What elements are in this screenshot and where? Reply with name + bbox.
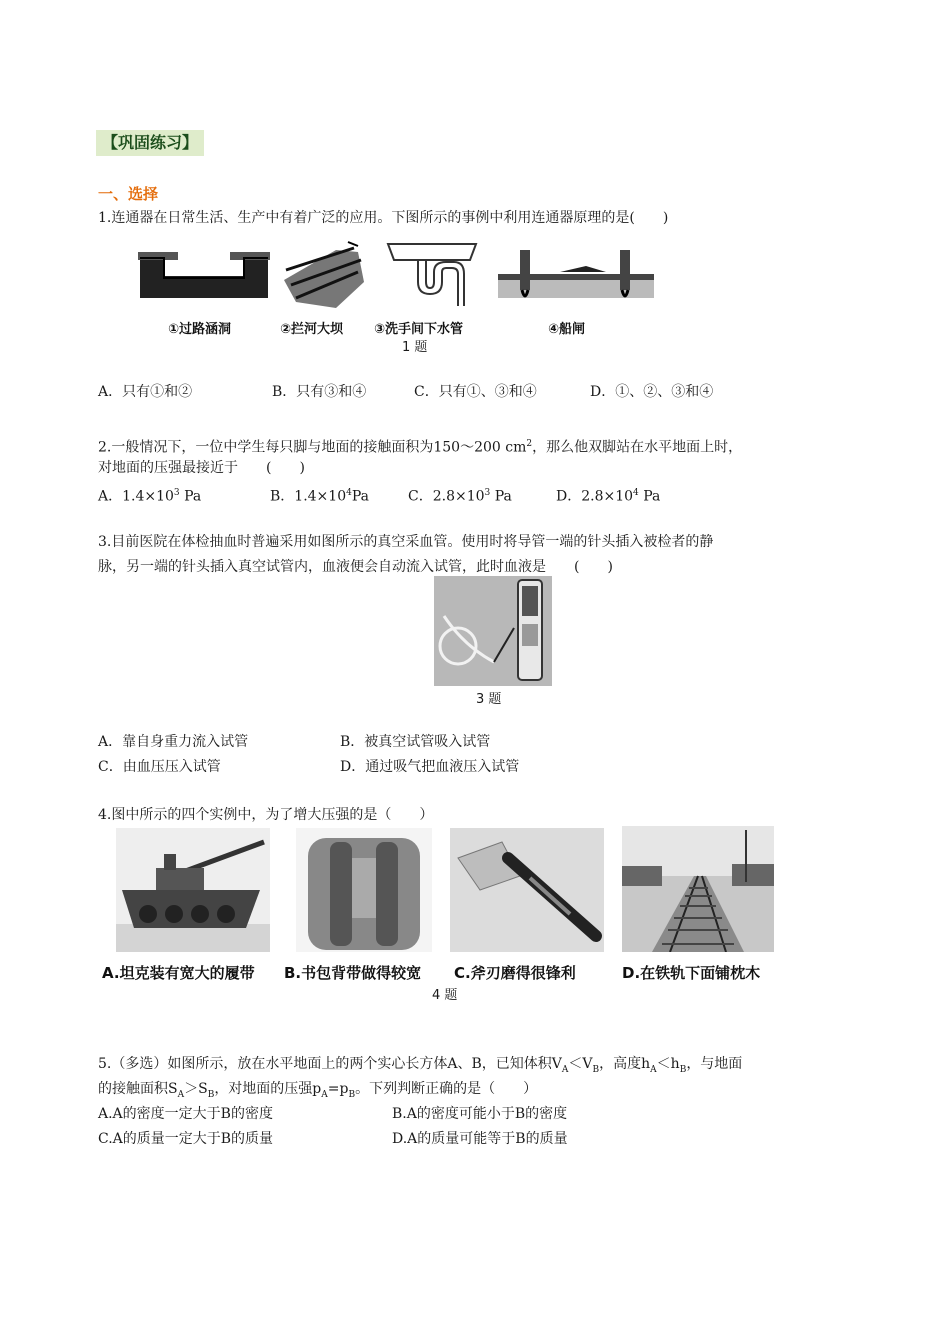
- q1-option-b: B．只有③和④: [272, 384, 367, 400]
- q4-stem: 4.图中所示的四个实例中，为了增大压强的是（ ）: [98, 807, 434, 823]
- q3-figure: [434, 576, 552, 686]
- q3-option-d: D．通过吸气把血液压入试管: [340, 759, 520, 775]
- tank-photo: [116, 828, 270, 952]
- q3-option-c: C．由血压压入试管: [98, 759, 221, 775]
- q5-option-a: A.A的密度一定大于B的密度: [98, 1106, 273, 1122]
- q1-option-c: C．只有①、③和④: [414, 384, 537, 400]
- sink-drain-illustration: [388, 244, 476, 306]
- q4-fig-label-d: D.在铁轨下面铺枕木: [622, 964, 761, 982]
- q3-stem-line1: 3.目前医院在体检抽血时普遍采用如图所示的真空采血管。使用时将导管一端的针头插入被检者的静: [98, 534, 714, 550]
- q3-stem-line2: 脉，另一端的针头插入真空试管内，血液便会自动流入试管，此时血液是 ( ): [98, 559, 613, 575]
- q5-option-b: B.A的密度可能小于B的密度: [392, 1106, 568, 1122]
- axe-illustration: [450, 828, 604, 952]
- dam-illustration: [284, 242, 364, 308]
- tank-illustration: [116, 828, 270, 952]
- q4-fig-label-b: B.书包背带做得较宽: [284, 964, 422, 982]
- q2-option-a: A．$1.4\times 10^3$ Pa: [98, 488, 202, 505]
- q1-fig-label-1: ①过路涵洞: [168, 322, 232, 337]
- q4-fig-label-c: C.斧刃磨得很锋利: [454, 964, 576, 982]
- q2-option-c: C．$2.8\times 10^3$ Pa: [408, 488, 512, 505]
- q1-figure-drawing: [136, 240, 656, 320]
- q5-option-d: D.A的质量可能等于B的质量: [392, 1131, 568, 1147]
- q1-option-d: D．①、②、③和④: [590, 384, 714, 400]
- section-title: 一、选择: [98, 185, 159, 203]
- ship-lock-illustration: [498, 250, 654, 298]
- section-banner: 【巩固练习】: [96, 130, 204, 156]
- q1-fig-label-4: ④船闸: [548, 322, 586, 337]
- q4-figure-caption: 4 题: [432, 988, 458, 1003]
- q1-fig-label-2: ②拦河大坝: [280, 322, 344, 337]
- q2-option-b: B．$1.4\times 10^4Pa$: [270, 488, 369, 505]
- q5-option-c: C.A的质量一定大于B的质量: [98, 1131, 274, 1147]
- q4-fig-label-a: A.坦克装有宽大的履带: [102, 964, 255, 982]
- q2-stem-line1: 2.一般情况下，一位中学生每只脚与地面的接触面积为150～200 $cm^2$，那么他双脚站在水平地面上时，: [98, 439, 743, 456]
- q3-option-b: B．被真空试管吸入试管: [340, 734, 491, 750]
- q1-option-a: A．只有①和②: [98, 384, 193, 400]
- backpack-illustration: [296, 828, 432, 952]
- axe-photo: [450, 828, 604, 952]
- q1-stem: 1.连通器在日常生活、生产中有着广泛的应用。下图所示的事例中利用连通器原理的是( ): [98, 210, 669, 226]
- q5-stem-line1: 5.（多选）如图所示，放在水平地面上的两个实心长方体A、B，已知体积$V_A<V_B$，高度$h_A<h_B$，与地面: [98, 1056, 743, 1075]
- q3-figure-caption: 3 题: [476, 692, 502, 707]
- backpack-photo: [296, 828, 432, 952]
- q5-stem-line2: 的接触面积$S_A>S_B$，对地面的压强$p_A=p_B$。下列判断正确的是（ ）: [98, 1081, 538, 1100]
- q1-fig-label-3: ③洗手间下水管: [374, 322, 464, 337]
- railway-illustration: [622, 826, 774, 952]
- q1-figure-caption: 1 题: [402, 340, 428, 355]
- railway-photo: [622, 826, 774, 952]
- culvert-illustration: [138, 252, 270, 298]
- q3-option-a: A．靠自身重力流入试管: [98, 734, 249, 750]
- vacuum-blood-tube-illustration: [434, 576, 552, 686]
- q2-stem-line2: 对地面的压强最接近于 ( ): [98, 460, 305, 476]
- q1-figure: [136, 240, 656, 320]
- q2-option-d: D．$2.8\times 10^4$ Pa: [556, 488, 661, 505]
